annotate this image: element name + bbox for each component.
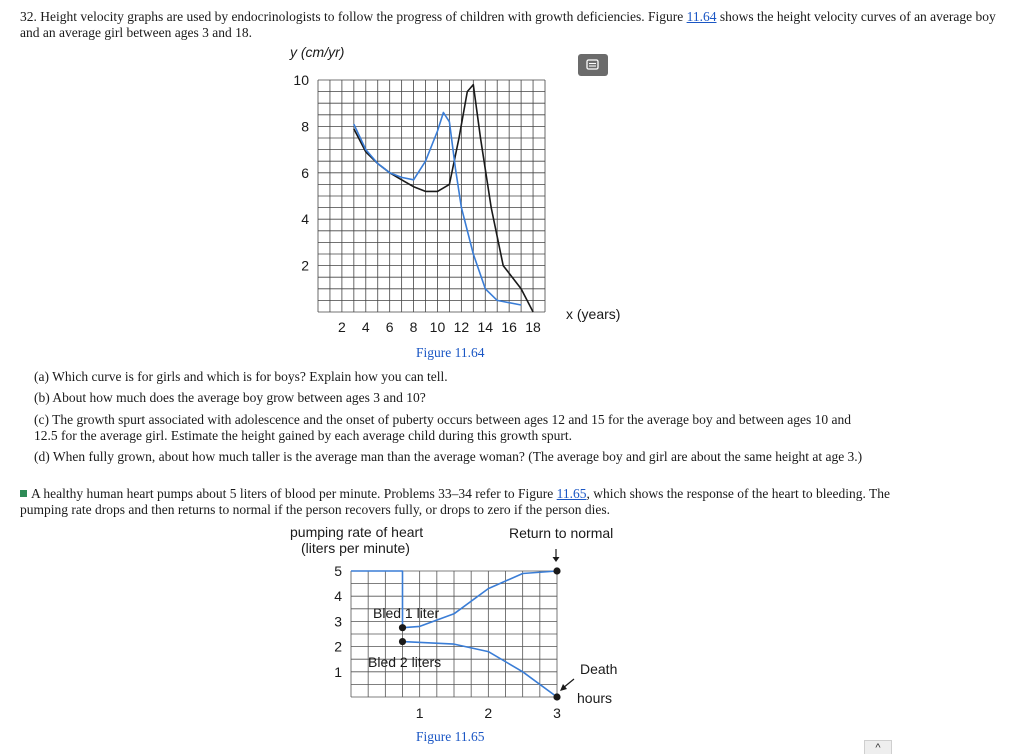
copy-figure-button[interactable] [578, 54, 608, 76]
chart1-y-tick-label: 4 [301, 211, 309, 228]
chart1-y-tick-label: 2 [301, 257, 309, 274]
chart2-y-tick-label: 2 [334, 638, 342, 655]
scroll-up-button[interactable] [864, 740, 892, 754]
chart2-x-tick-labels [416, 705, 561, 721]
chart2-ylabel-line1: pumping rate of heart [290, 524, 424, 540]
figure-11-65-chart [280, 520, 640, 725]
chart1-y-tick-label: 6 [301, 164, 309, 181]
chart2-y-tick-label: 5 [334, 563, 342, 579]
chart2-y-tick-label: 3 [334, 613, 342, 630]
chart2-x-tick-label: 3 [553, 705, 561, 721]
question-b: (b) About how much does the average boy grow between ages 3 and 10? [34, 390, 426, 405]
bled-2-liters-label: Bled 2 liters [368, 654, 442, 670]
chart1-y-tick-labels [293, 72, 309, 274]
chart2-xlabel: hours [577, 690, 613, 706]
bled-1-liter-label: Bled 1 liter [373, 605, 440, 621]
problem-33-intro: A healthy human heart pumps about 5 liters of blood per minute. Problems 33–34 refer to Figure 11.65, which shows the response of the heart to bleeding. The pumping rate drops and then returns to normal if the person recovers fully, or drops to zero if the person dies. [20, 486, 890, 517]
chart1-x-tick-label: 8 [409, 319, 418, 335]
chart2-point-marker [553, 693, 560, 700]
chart2-ylabel-line2: (liters per minute) [301, 540, 410, 556]
chart1-y-tick-label: 8 [301, 118, 309, 135]
chart2-y-tick-label: 4 [334, 588, 342, 605]
question-a: (a) Which curve is for girls and which is for boys? Explain how you can tell. [34, 369, 448, 384]
death-label: Death [580, 661, 618, 677]
chart1-x-tick-label: 12 [453, 319, 470, 335]
problem-32-intro: 32. Height velocity graphs are used by endocrinologists to follow the progress of children with growth deficiencies. Figure 11.64 shows the height velocity curves of an average boy and an average girl between ages 3 and 18. [20, 9, 996, 40]
question-d: (d) When fully grown, about how much taller is the average man than the average woman? (The average boy and girl are about the same height at age 3.) [34, 449, 863, 464]
figure-11-64-link[interactable]: 11.64 [686, 9, 717, 24]
chart1-x-tick-label: 4 [361, 319, 370, 335]
figure-11-65-caption: Figure 11.65 [416, 729, 485, 744]
chart1-grid [318, 80, 545, 312]
chart1-series [354, 85, 533, 312]
chart1-x-tick-label: 2 [337, 319, 346, 335]
chart2-point-marker [553, 567, 560, 574]
return-arrow [553, 549, 560, 562]
chart2-x-tick-label: 1 [415, 705, 424, 721]
chart2-grid [351, 571, 557, 697]
chart1-x-tick-label: 14 [477, 319, 494, 335]
figure-11-65-link[interactable]: 11.65 [556, 486, 587, 501]
chevron-up-icon: ^ [875, 741, 881, 754]
bullet-square-icon [20, 490, 27, 497]
chart1-x-tick-label: 16 [501, 319, 517, 335]
chart1-x-tick-label: 6 [385, 319, 394, 335]
chart1-xlabel: x (years) [566, 306, 621, 322]
chart2-y-tick-labels [334, 563, 342, 680]
chart1-series-boy [354, 85, 533, 312]
chart2-x-tick-label: 2 [484, 705, 493, 721]
figure-11-64-chart [270, 40, 630, 340]
chart1-x-tick-label: 18 [525, 319, 541, 335]
chart2-point-marker [399, 624, 406, 631]
chart2-point-marker [399, 638, 406, 645]
chart1-x-tick-label: 10 [429, 319, 446, 335]
question-c: (c) The growth spurt associated with adolescence and the onset of puberty occurs between ages 12 and 15 for the average boy and between ages 10 and 12.5 for the average girl. Estimate the height gained by each average child during this growth spurt. [34, 412, 851, 443]
copy-icon [586, 59, 600, 71]
chart1-ylabel: y (cm/yr) [290, 44, 345, 60]
chart2-y-tick-label: 1 [334, 663, 342, 680]
chart1-x-tick-labels [338, 319, 541, 335]
figure-11-64-caption: Figure 11.64 [416, 345, 485, 360]
chart1-y-tick-label: 10 [293, 72, 309, 88]
return-to-normal-label: Return to normal [509, 525, 614, 541]
death-arrow [560, 679, 574, 691]
